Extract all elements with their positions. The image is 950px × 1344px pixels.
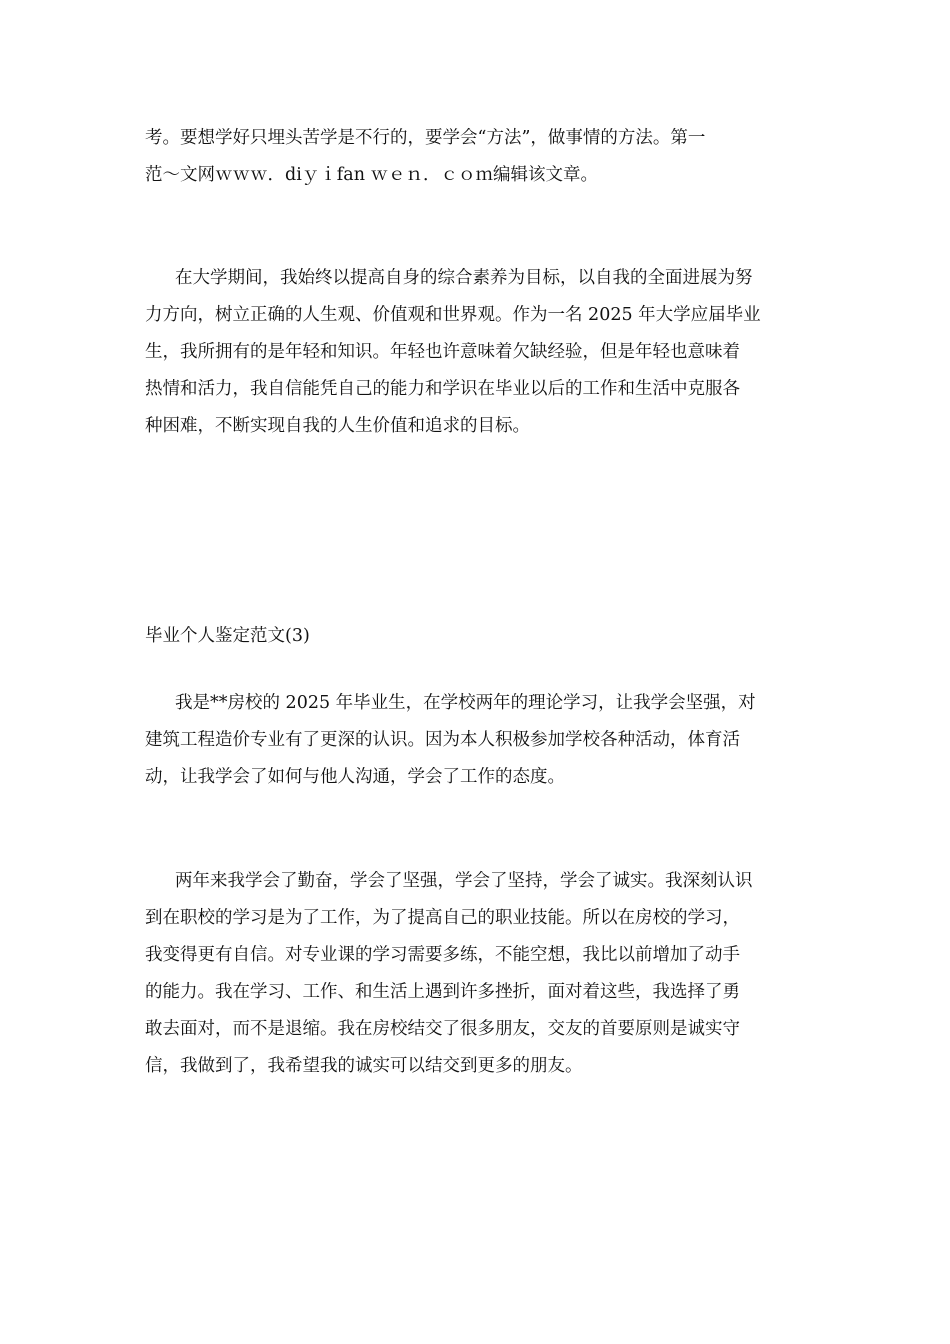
text-line: 建筑工程造价专业有了更深的认识。因为本人积极参加学校各种活动，体育活 xyxy=(145,730,740,750)
text-line: 到在职校的学习是为了工作，为了提高自己的职业技能。所以在房校的学习， xyxy=(145,908,740,928)
text-line: 考。要想学好只埋头苦学是不行的，要学会“方法”，做事情的方法。第一 xyxy=(145,128,706,148)
text-line: 动，让我学会了如何与他人沟通，学会了工作的态度。 xyxy=(145,767,565,787)
text-line: 我变得更有自信。对专业课的学习需要多练，不能空想，我比以前增加了动手 xyxy=(145,945,740,965)
text-line: 两年来我学会了勤奋，学会了坚强，学会了坚持，学会了诚实。我深刻认识 xyxy=(175,871,753,891)
section-heading: 毕业个人鉴定范文(3) xyxy=(145,626,310,646)
text-line: 在大学期间，我始终以提高自身的综合素养为目标，以自我的全面进展为努 xyxy=(175,268,753,288)
text-line: 力方向，树立正确的人生观、价值观和世界观。作为一名 2025 年大学应届毕业 xyxy=(145,305,761,325)
text-line: 生，我所拥有的是年轻和知识。年轻也许意味着欠缺经验，但是年轻也意味着 xyxy=(145,342,740,362)
text-line: 热情和活力，我自信能凭自己的能力和学识在毕业以后的工作和生活中克服各 xyxy=(145,379,740,399)
text-line: 信，我做到了，我希望我的诚实可以结交到更多的朋友。 xyxy=(145,1056,583,1076)
text-line: 范～文网ｗｗｗ．diｙｉfan ｗｅｎ．ｃｏｍ编辑该文章。 xyxy=(145,165,599,185)
text-line: 敢去面对，而不是退缩。我在房校结交了很多朋友，交友的首要原则是诚实守 xyxy=(145,1019,740,1039)
text-line: 的能力。我在学习、工作、和生活上遇到许多挫折，面对着这些，我选择了勇 xyxy=(145,982,740,1002)
text-line: 我是**房校的 2025 年毕业生，在学校两年的理论学习，让我学会坚强，对 xyxy=(175,693,756,713)
text-line: 种困难，不断实现自我的人生价值和追求的目标。 xyxy=(145,416,530,436)
